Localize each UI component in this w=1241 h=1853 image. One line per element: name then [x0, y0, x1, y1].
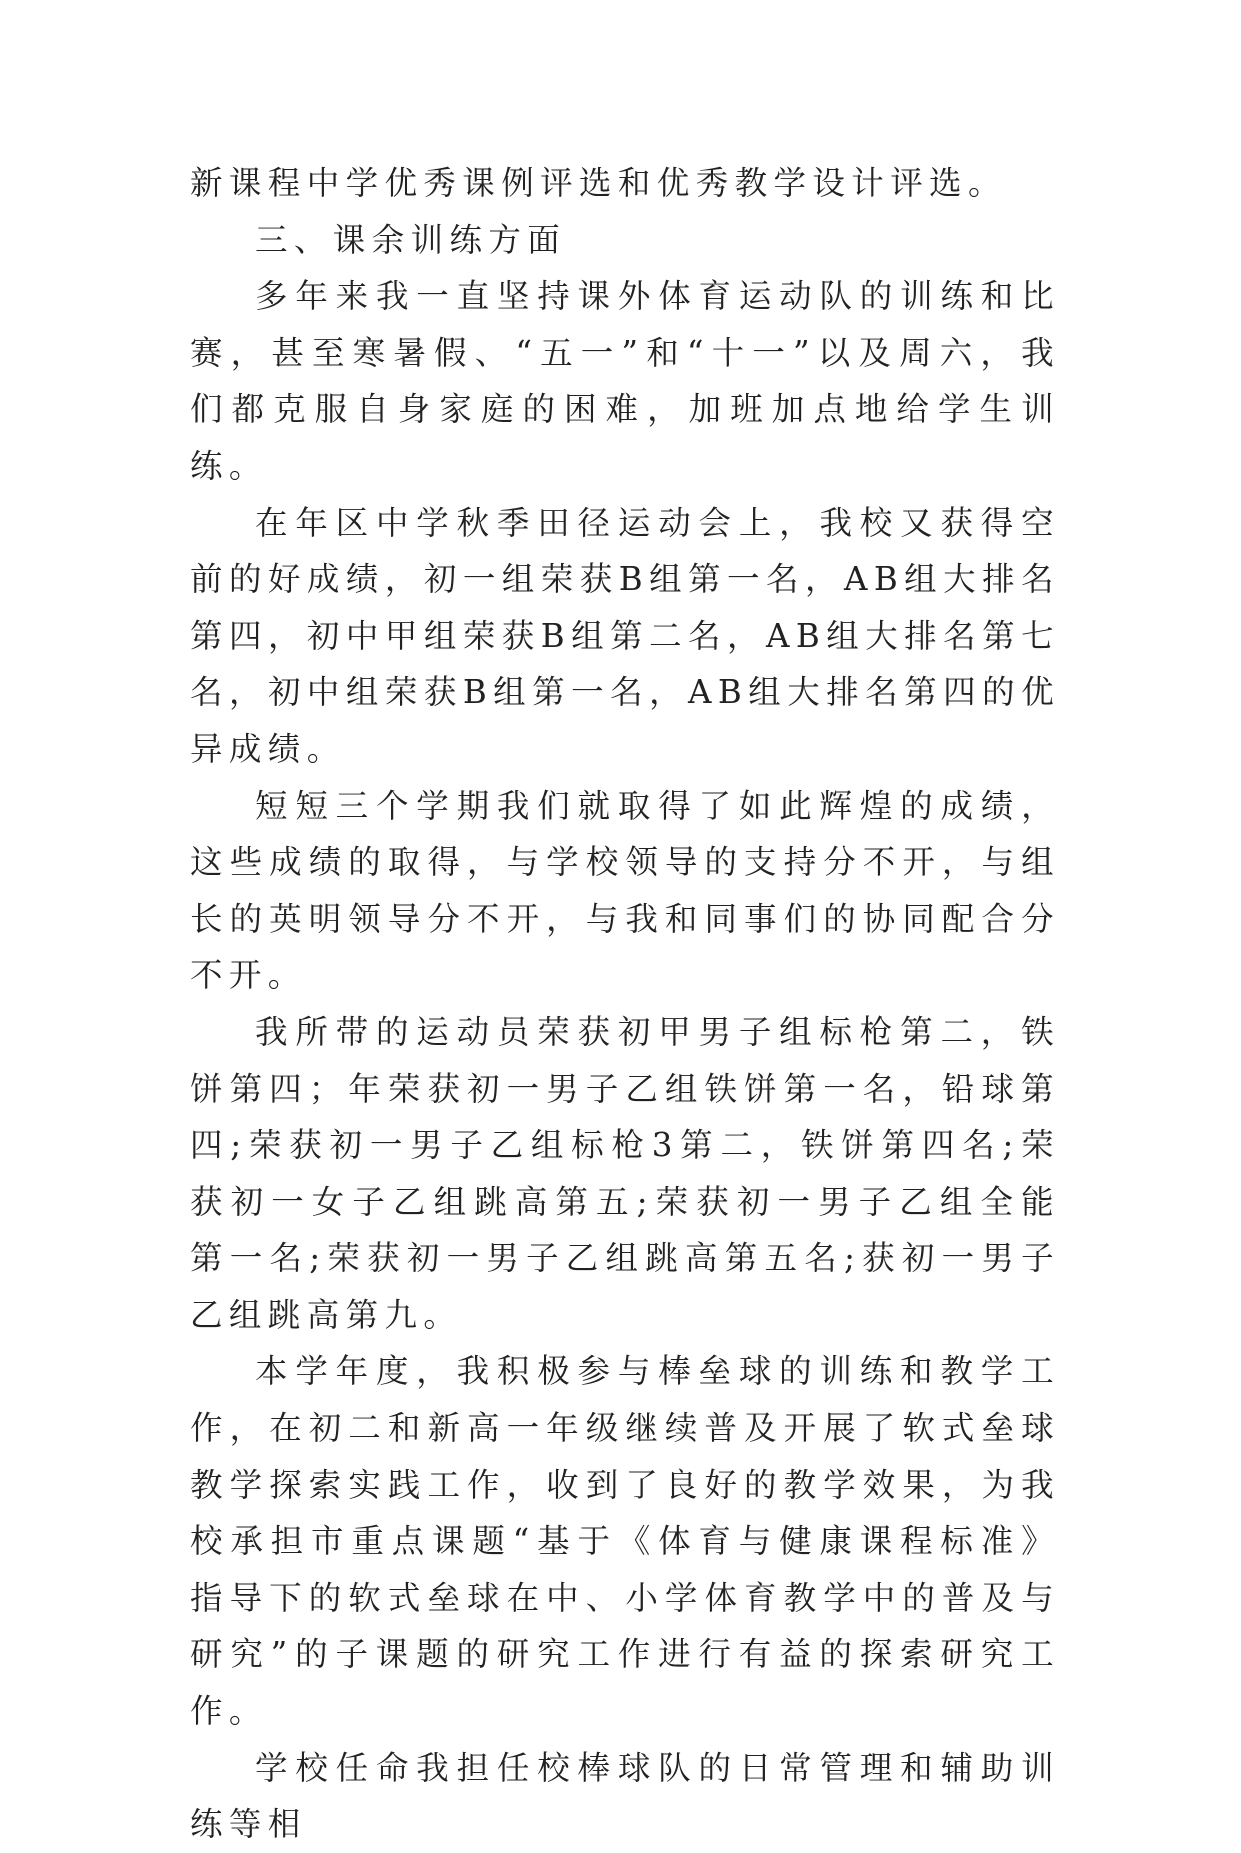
- section-heading: 三、课余训练方面: [255, 220, 567, 259]
- paragraph: 本学年度，我积极参与棒垒球的训练和教学工作，在初二和新高一年级继续普及开展了软式垒球教学探索实践工作，收到了良好的教学效果，为我校承担市重点课题“基于《体育与健康课程标准》指导下的软式垒球在中、小学体育教学中的普及与研究”的子课题的研究工作进行有益的探索研究工作。: [190, 1352, 1060, 1731]
- paragraph: 学校任命我担任校棒球队的日常管理和辅助训练等相: [190, 1748, 1060, 1844]
- paragraph: 新课程中学优秀课例评选和优秀教学设计评选。: [190, 164, 1007, 202]
- paragraph: 多年来我一直坚持课外体育运动队的训练和比赛，甚至寒暑假、“五一”和“十一”以及周六，我们都克服自身家庭的困难，加班加点地给学生训练。: [190, 277, 1060, 485]
- document-body: [190, 155, 1060, 1853]
- paragraph: 在年区中学秋季田径运动会上，我校又获得空前的好成绩，初一组荣获B组第一名，AB组大排名第四，初中甲组荣获B组第二名，AB组大排名第七名，初中组荣获B组第一名，AB组大排名第四的优异成绩。: [190, 503, 1060, 768]
- paragraph: 我所带的运动员荣获初甲男子组标枪第二，铁饼第四；年荣获初一男子乙组铁饼第一名，铅球第四;荣获初一男子乙组标枪3第二，铁饼第四名;荣获初一女子乙组跳高第五;荣获初一男子乙组全能第一名;荣获初一男子乙组跳高第五名;获初一男子乙组跳高第九。: [190, 1012, 1060, 1334]
- paragraph: 短短三个学期我们就取得了如此辉煌的成绩，这些成绩的取得，与学校领导的支持分不开，与组长的英明领导分不开，与我和同事们的协同配合分不开。: [190, 786, 1060, 995]
